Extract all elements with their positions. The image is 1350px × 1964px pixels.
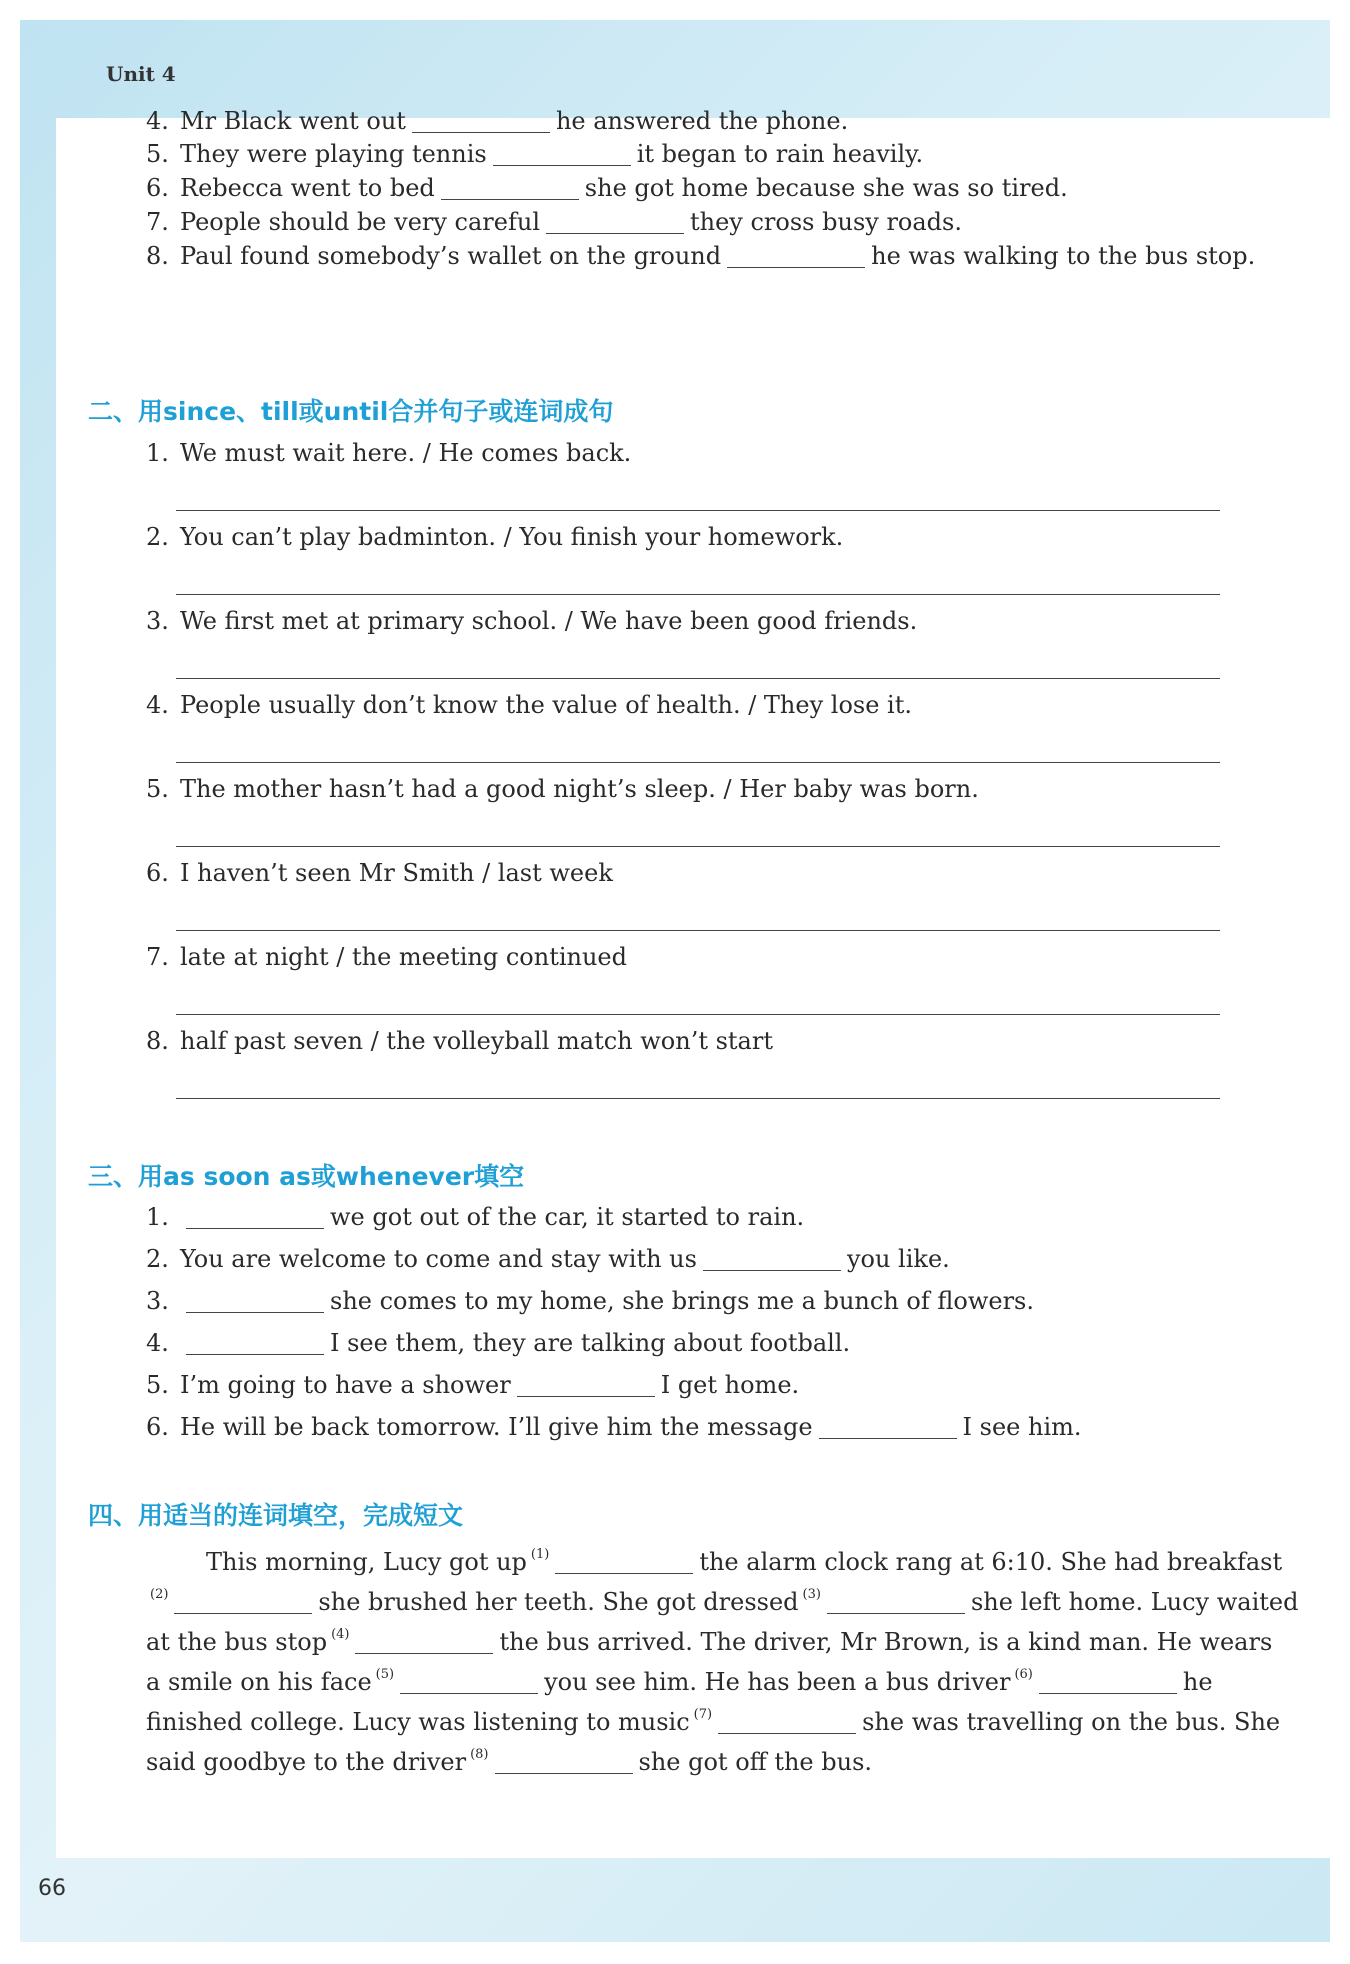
blank-marker: (5) [375,1667,395,1682]
item-text: half past seven / the volleyball match won’t start [180,1027,773,1055]
item-number: 4. [146,1329,169,1357]
section-title-2: 二、用since、till或until合并句子或连词成句 [88,397,614,426]
passage-text: she was travelling on the bus. She [862,1708,1281,1736]
item-number: 8. [146,242,169,270]
answer-blank[interactable] [186,1206,324,1229]
blank-marker: (4) [331,1627,350,1642]
exercise-item [146,690,912,720]
passage-text: at the bus stop [146,1628,328,1656]
passage-text: the bus arrived. The driver, Mr Brown, is a kind man. He wears [499,1628,1273,1656]
item-text: People usually don’t know the value of health. / They lose it. [180,691,912,719]
passage-text: you see him. He has been a bus driver [544,1668,1011,1696]
passage-line [146,1700,1280,1737]
item-text: You can’t play badminton. / You finish your homework. [180,523,844,551]
exercise-item [146,139,923,169]
answer-blank[interactable] [819,1416,957,1439]
answer-blank[interactable] [517,1374,655,1397]
item-text-before: Mr Black went out [180,107,406,135]
exercise-item [146,858,613,888]
exercise-item [146,106,848,136]
item-text-after: they cross busy roads. [690,208,962,236]
answer-line[interactable] [176,846,1220,847]
answer-line[interactable] [176,930,1220,931]
blank-marker: (1) [530,1547,550,1562]
exercise-item [146,1026,773,1056]
answer-blank[interactable] [555,1551,693,1574]
passage-text: she left home. Lucy waited [970,1588,1299,1616]
answer-line[interactable] [176,762,1220,763]
passage-text: This morning, Lucy got up [206,1548,527,1576]
item-number: 2. [146,1245,169,1273]
answer-blank[interactable] [186,1332,324,1355]
item-text-after: we got out of the car, it started to rain. [330,1203,805,1231]
passage-text: said goodbye to the driver [146,1748,467,1776]
answer-blank[interactable] [727,245,865,268]
answer-blank[interactable] [495,1751,633,1774]
answer-blank[interactable] [412,110,550,133]
item-number: 3. [146,607,169,635]
item-number: 6. [146,859,169,887]
answer-line[interactable] [176,1098,1220,1099]
unit-header: Unit 4 [106,62,176,86]
blank-marker: (6) [1014,1667,1033,1682]
exercise-item [146,1244,950,1274]
answer-line[interactable] [176,678,1220,679]
item-number: 3. [146,1287,169,1315]
item-number: 1. [146,439,169,467]
item-text-after: she comes to my home, she brings me a bunch of flowers. [330,1287,1034,1315]
item-number: 4. [146,691,169,719]
item-text-before: Paul found somebody’s wallet on the ground [180,242,722,270]
passage-line [206,1540,1282,1577]
item-text-before: You are welcome to come and stay with us [180,1245,697,1273]
passage-text: he [1182,1668,1213,1696]
blank-marker: (2) [150,1587,169,1602]
section-title-3: 三、用as soon as或whenever填空 [88,1162,525,1191]
item-text-after: she got home because she was so tired. [584,174,1068,202]
item-text-after: he was walking to the bus stop. [871,242,1256,270]
item-text: I haven’t seen Mr Smith / last week [180,859,613,887]
item-text: The mother hasn’t had a good night’s sleep. / Her baby was born. [180,775,979,803]
item-text-after: it began to rain heavily. [636,140,924,168]
answer-blank[interactable] [703,1248,841,1271]
item-text-before: They were playing tennis [180,140,487,168]
item-number: 6. [146,174,169,202]
exercise-item [146,1412,1082,1442]
item-text-before: He will be back tomorrow. I’ll give him the message [180,1413,813,1441]
passage-text: finished college. Lucy was listening to music [146,1708,690,1736]
answer-blank[interactable] [718,1711,856,1734]
exercise-item [146,173,1068,203]
blank-marker: (7) [693,1707,713,1722]
exercise-item [146,774,979,804]
exercise-item [146,207,962,237]
blank-marker: (8) [470,1747,489,1762]
section-title-4: 四、用适当的连词填空，完成短文 [88,1501,464,1530]
item-text-before: People should be very careful [180,208,540,236]
item-number: 8. [146,1027,169,1055]
exercise-item [146,522,843,552]
item-number: 1. [146,1203,169,1231]
exercise-item [146,606,917,636]
item-number: 2. [146,523,169,551]
passage-text: the alarm clock rang at 6:10. She had breakfast [699,1548,1283,1576]
answer-blank[interactable] [546,211,684,234]
passage-text: she got off the bus. [638,1748,873,1776]
item-text-after: you like. [846,1245,950,1273]
exercise-item [146,1286,1034,1316]
answer-line[interactable] [176,510,1220,511]
passage-line [146,1580,1298,1617]
exercise-item [146,241,1255,271]
item-text: late at night / the meeting continued [180,943,627,971]
answer-blank[interactable] [441,177,579,200]
answer-blank[interactable] [355,1631,493,1654]
item-text: We must wait here. / He comes back. [180,439,632,467]
passage-line [146,1620,1272,1657]
item-number: 5. [146,1371,169,1399]
answer-blank[interactable] [400,1671,538,1694]
item-text-after: I see them, they are talking about football. [330,1329,851,1357]
answer-line[interactable] [176,594,1220,595]
exercise-item [146,1370,799,1400]
page-number: 66 [38,1876,66,1901]
item-text-after: he answered the phone. [555,107,849,135]
item-text: We first met at primary school. / We have been good friends. [180,607,918,635]
exercise-item [146,1202,804,1232]
passage-text: a smile on his face [146,1668,372,1696]
item-number: 7. [146,943,169,971]
answer-blank[interactable] [186,1290,324,1313]
passage-line [146,1740,872,1777]
item-number: 6. [146,1413,169,1441]
item-text-after: I get home. [660,1371,800,1399]
item-number: 4. [146,107,169,135]
item-number: 7. [146,208,169,236]
passage-text: she brushed her teeth. She got dressed [318,1588,799,1616]
blank-marker: (3) [802,1587,821,1602]
item-number: 5. [146,140,169,168]
exercise-item [146,942,627,972]
item-text-before: Rebecca went to bed [180,174,435,202]
answer-line[interactable] [176,1014,1220,1015]
answer-blank[interactable] [1039,1671,1177,1694]
item-text-before: I’m going to have a shower [180,1371,511,1399]
item-number: 5. [146,775,169,803]
answer-blank[interactable] [174,1591,312,1614]
exercise-item [146,438,631,468]
answer-blank[interactable] [493,143,631,166]
answer-blank[interactable] [827,1591,965,1614]
item-text-after: I see him. [962,1413,1082,1441]
passage-line [146,1660,1213,1697]
exercise-item [146,1328,850,1358]
